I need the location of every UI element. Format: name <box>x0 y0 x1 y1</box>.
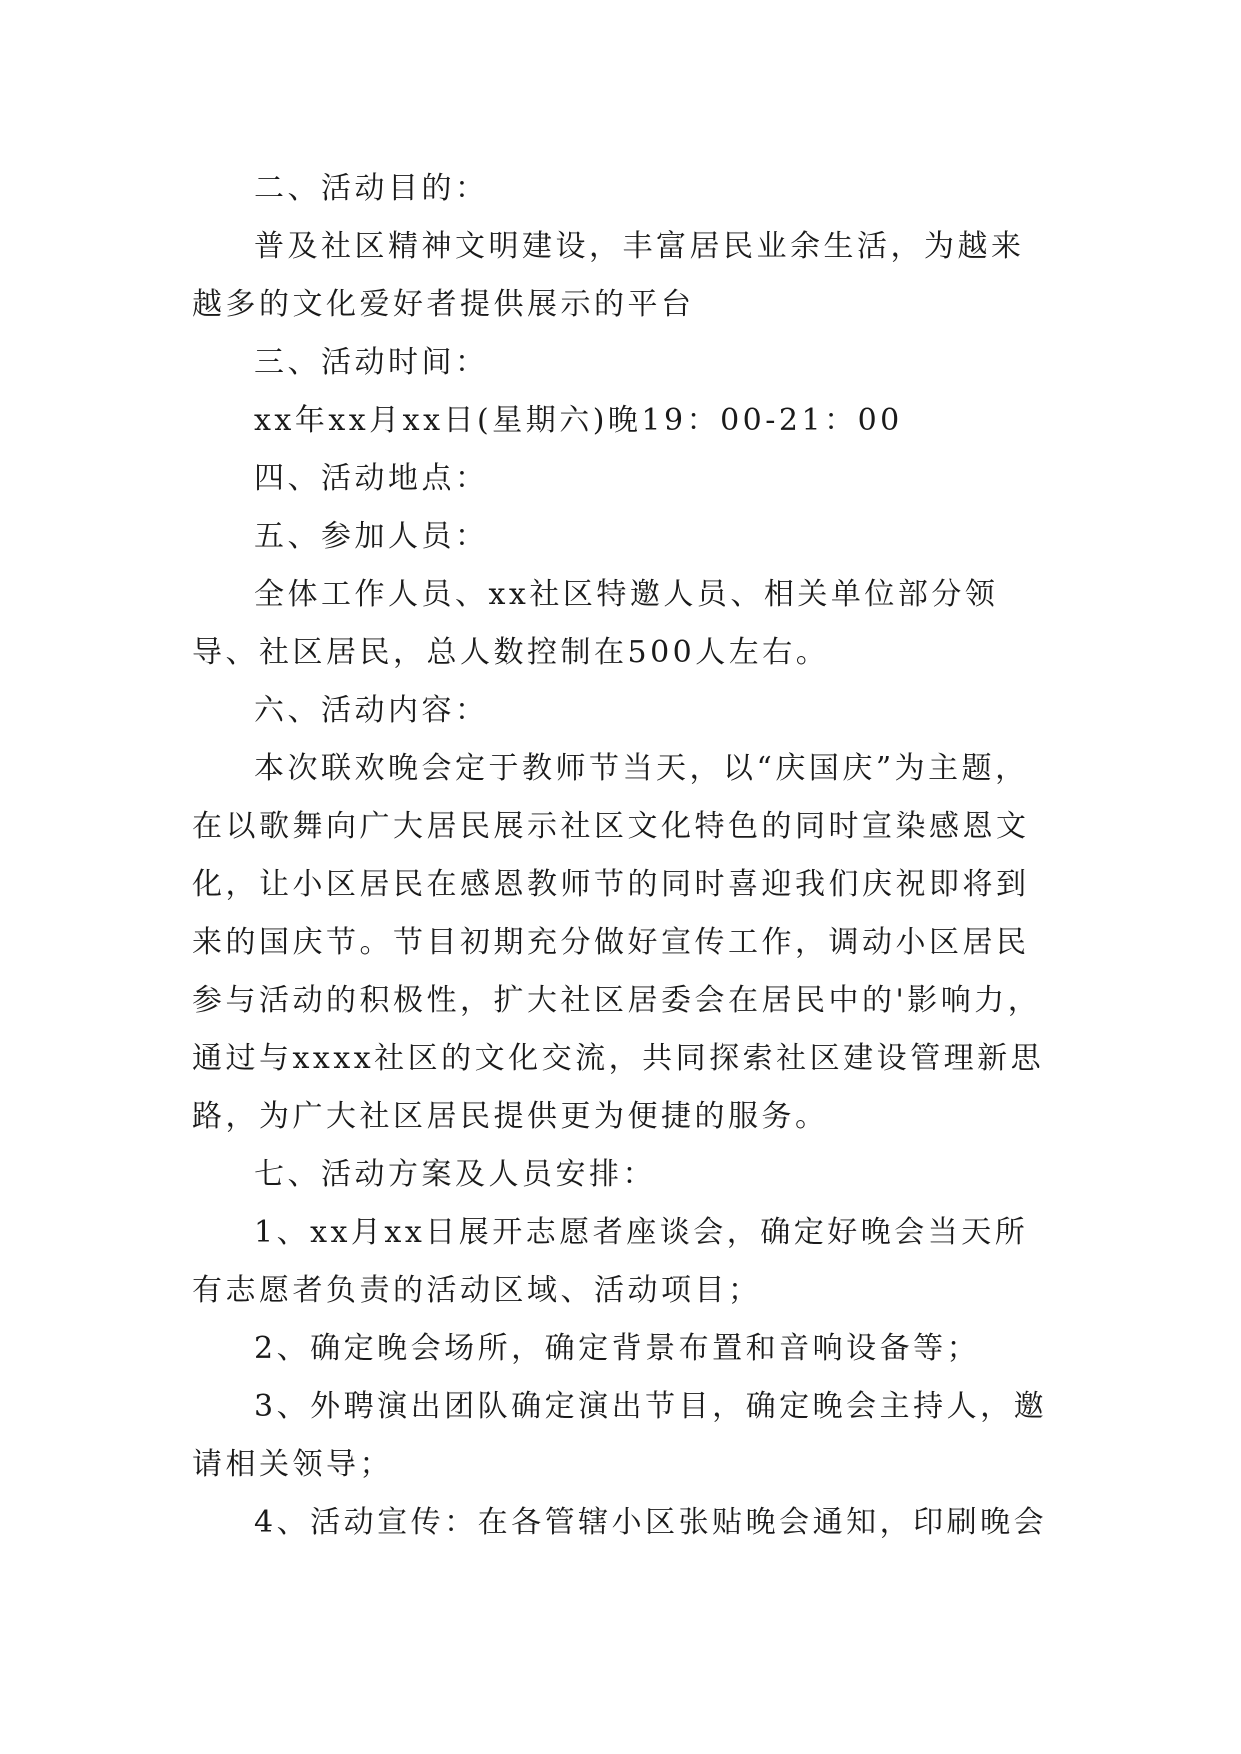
heading-content: 六、活动内容： <box>254 693 489 728</box>
heading-participants: 五、参加人员： <box>254 519 489 554</box>
plan-item-1: 1、xx月xx日展开志愿者座谈会，确定好晚会当天所有志愿者负责的活动区域、活动项目； <box>192 1215 1029 1308</box>
paragraph-content: 本次联欢晚会定于教师节当天，以“庆国庆”为主题，在以歌舞向广大居民展示社区文化特色的同时宣染感恩文化，让小区居民在感恩教师节的同时喜迎我们庆祝即将到来的国庆节。节目初期充分做好宣传工作，调动小区居民参与活动的积极性，扩大社区居委会在居民中的'影响力，通过与xxxx社区的文化交流，共同探索社区建设管理新思路，为广大社区居民提供更为便捷的服务。 <box>192 751 1045 1134</box>
paragraph-participants: 全体工作人员、xx社区特邀人员、相关单位部分领导、社区居民，总人数控制在500人左右。 <box>192 577 999 670</box>
heading-plan: 七、活动方案及人员安排： <box>254 1157 656 1192</box>
plan-item-2: 2、确定晚会场所，确定背景布置和音响设备等； <box>254 1331 981 1366</box>
plan-item-4: 4、活动宣传：在各管辖小区张贴晚会通知，印刷晚会 <box>254 1505 1048 1540</box>
plan-item-3: 3、外聘演出团队确定演出节目，确定晚会主持人，邀请相关领导； <box>192 1389 1048 1482</box>
document-body <box>192 160 1052 1552</box>
paragraph-purpose: 普及社区精神文明建设，丰富居民业余生活，为越来越多的文化爱好者提供展示的平台 <box>192 229 1025 322</box>
heading-location: 四、活动地点： <box>254 461 489 496</box>
heading-purpose: 二、活动目的： <box>254 171 489 206</box>
heading-time: 三、活动时间： <box>254 345 489 380</box>
paragraph-time: xx年xx月xx日(星期六)晚19：00-21：00 <box>254 403 903 438</box>
